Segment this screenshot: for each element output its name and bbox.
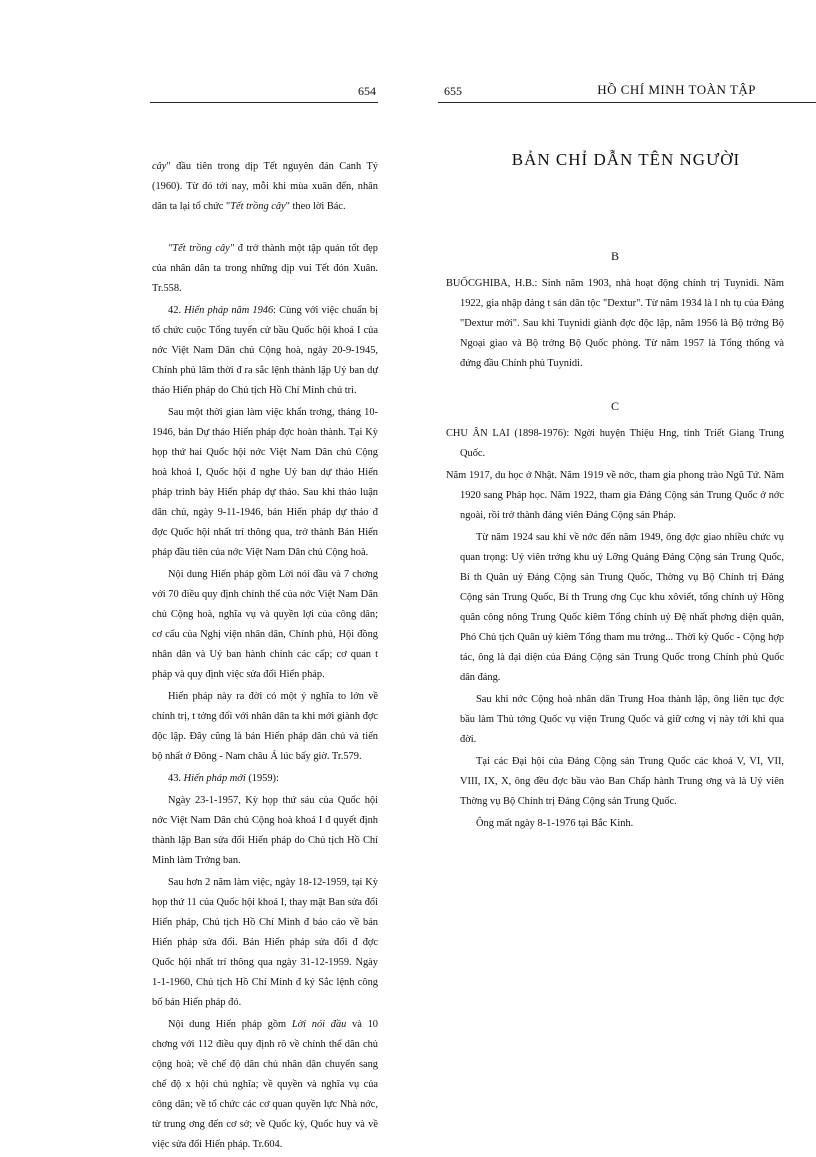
section-letter-c: C [610, 399, 619, 413]
header-rule [438, 102, 816, 103]
paragraph: "Tết trồng cây" đ trở thành một tập quán tốt đẹp của nhân dân ta trong những dịp vui Tết đón Xuân. Tr.558. [152, 243, 378, 294]
note-42: 42. Hiến pháp năm 1946: Cùng với việc chuẩn bị tổ chức cuộc Tổng tuyển cử bầu Quốc hội khoá I của nớc Việt Nam Dân chủ Cộng hoà, ngày 20-9-1945, Chính phủ lâm thời đ ra sắc lệnh thành lập Uỷ ban dự thảo Hiến pháp do Chủ tịch Hồ Chí Minh chủ trì. [152, 305, 378, 396]
index-entry-paragraph: Từ năm 1924 sau khi về nớc đến năm 1949, ông đợc giao nhiều chức vụ quan trọng: Uỷ viên trởng khu uỷ Lỡng Quảng Đảng Cộng sản Trung Quốc, Bí th Quân uỷ Đảng Cộng sản Trung Quốc, Thờng vụ Bộ Chính trị Đảng Cộng sản Trung Quốc, Bí th Trung ơng Cục khu xôviết, tổng chính uỷ Hồng quân công nông Trung Quốc kiêm Tổng chính uỷ Đệ nhất phơng diện quân, Phó Chủ tịch Quân uỷ kiêm Tổng tham mu trởng... Thời kỳ Quốc - Cộng hợp tác, ông là đại diện của Đảng Cộng sản Trung Quốc trong Chính phủ Quốc dân đảng. [460, 532, 784, 683]
right-page [408, 0, 816, 1123]
page-number: 655 [444, 84, 462, 98]
page-number: 654 [358, 84, 376, 98]
right-body [446, 150, 784, 836]
section-letter-b: B [610, 249, 619, 263]
left-body [152, 157, 378, 1157]
paragraph: Sau một thời gian làm việc khẩn trơng, tháng 10-1946, bản Dự thảo Hiến pháp đợc hoàn thành. Tại Kỳ họp thứ hai Quốc hội nớc Việt Nam Dân chủ Cộng hoà khoá I, Quốc hội đ nghe Uỷ ban dự thảo Hiến pháp trình bày Hiến pháp dự thảo. Sau khi thảo luận dân chủ, ngày 9-11-1946, bản Hiến pháp dự thảo đ đợc Quốc hội nhất trí thông qua, trở thành Bản Hiến pháp đầu tiên của nớc Việt Nam Dân chủ Cộng hoà. [152, 407, 378, 558]
index-entry: CHU ÂN LAI (1898-1976): Ngời huyện Thiệu Hng, tỉnh Triết Giang Trung Quốc. [446, 428, 784, 459]
index-entry-paragraph: Sau khi nớc Cộng hoà nhân dân Trung Hoa thành lập, ông liên tục đợc bầu làm Thủ tớng Quốc vụ viện Trung Quốc và giữ cơng vị này tới khi qua đời. [460, 694, 784, 745]
index-entry-paragraph: Ông mất ngày 8-1-1976 tại Bắc Kinh. [476, 818, 634, 829]
index-entry: BUỐCGHIBA, H.B.: Sinh năm 1903, nhà hoạt động chính trị Tuynidi. Năm 1922, gia nhập đảng t sản dân tộc "Dextur". Từ năm 1934 là l nh tụ của Đảng "Dextur mới". Sau khi Tuynidi giành đợc độc lập, năm 1956 là Bộ trởng Bộ Ngoại giao và Bộ trởng Bộ Quốc phòng. Từ năm 1957 là Tổng thống và đứng đầu Chính phủ Tuynidi. [446, 278, 784, 369]
index-entry-paragraph: Tại các Đại hội của Đảng Cộng sản Trung Quốc các khoá V, VI, VII, VIII, IX, X, ông đều đợc bầu vào Ban Chấp hành Trung ơng và là Uỷ viên Thờng vụ Bộ Chính trị Đảng Cộng sản Trung Quốc. [460, 756, 784, 807]
running-head: HỒ CHÍ MINH TOÀN TẬP [597, 82, 756, 97]
paragraph: Sau hơn 2 năm làm việc, ngày 18-12-1959, tại Kỳ họp thứ 11 của Quốc hội khoá I, thay mặt Ban sửa đổi Hiến pháp, Chủ tịch Hồ Chí Minh đ báo cáo về bản Hiến pháp sửa đổi. Bản Hiến pháp sửa đổi đ đợc Quốc hội nhất trí thông qua ngày 31-12-1959. Ngày 1-1-1960, Chủ tịch Hồ Chí Minh đ ký Sắc lệnh công bố bản Hiến pháp đó. [152, 877, 378, 1008]
paragraph: Nội dung Hiến pháp gồm Lời nói đầu và 10 chơng với 112 điều quy định rõ về chính thể dân chủ cộng hoà; về chế độ dân chủ nhân dân chuyển sang chế độ x hội chủ nghĩa; về quyền và nghĩa vụ của công dân; về tổ chức các cơ quan quyền lực Nhà nớc, từ trung ơng đến cơ sở; về Quốc kỳ, Quốc huy và về việc sửa đổi Hiến pháp. Tr.604. [152, 1019, 378, 1150]
paragraph: Hiến pháp này ra đời có một ý nghĩa to lớn về chính trị, t tởng đối với nhân dân ta khi mới giành đợc độc lập. Đây cũng là bản Hiến pháp dân chủ và tiến bộ nhất ở Đông - Nam châu Á lúc bấy giờ. Tr.579. [152, 691, 378, 762]
paragraph: Ngày 23-1-1957, Kỳ họp thứ sáu của Quốc hội nớc Việt Nam Dân chủ Cộng hoà khoá I đ quyết định thành lập Ban sửa đổi Hiến pháp do Chủ tịch Hồ Chí Minh làm Trởng ban. [152, 795, 378, 866]
index-entry-paragraph: Năm 1917, du học ở Nhật. Năm 1919 về nớc, tham gia phong trào Ngũ Tứ. Năm 1920 sang Pháp học. Năm 1922, tham gia Đảng Cộng sản Trung Quốc ở nớc ngoài, rồi trở thành đảng viên Đảng Cộng sản Pháp. [446, 470, 784, 521]
header-rule [150, 102, 378, 103]
left-page [0, 0, 408, 1150]
paragraph: Nội dung Hiến pháp gồm Lời nói đầu và 7 chơng với 70 điều quy định chính thể của nớc Việt Nam Dân chủ Cộng hoà, nghĩa vụ và quyền lợi của công dân; cơ cấu của Nghị viện nhân dân, Chính phủ, Hội đồng nhân dân và Uỷ ban hành chính các cấp; cơ quan t pháp và quy định việc sửa đổi Hiến pháp. [152, 569, 378, 680]
index-title: BẢN CHỈ DẪN TÊN NGƯỜI [511, 150, 741, 169]
note-43: 43. Hiến pháp mới (1959): [168, 773, 279, 784]
paragraph: cây" đầu tiên trong dịp Tết nguyên đán Canh Tý (1960). Từ đó tới nay, mỗi khi mùa xuân đến, nhân dân ta lại tổ chức "Tết trồng cây" theo lời Bác. [152, 161, 378, 212]
